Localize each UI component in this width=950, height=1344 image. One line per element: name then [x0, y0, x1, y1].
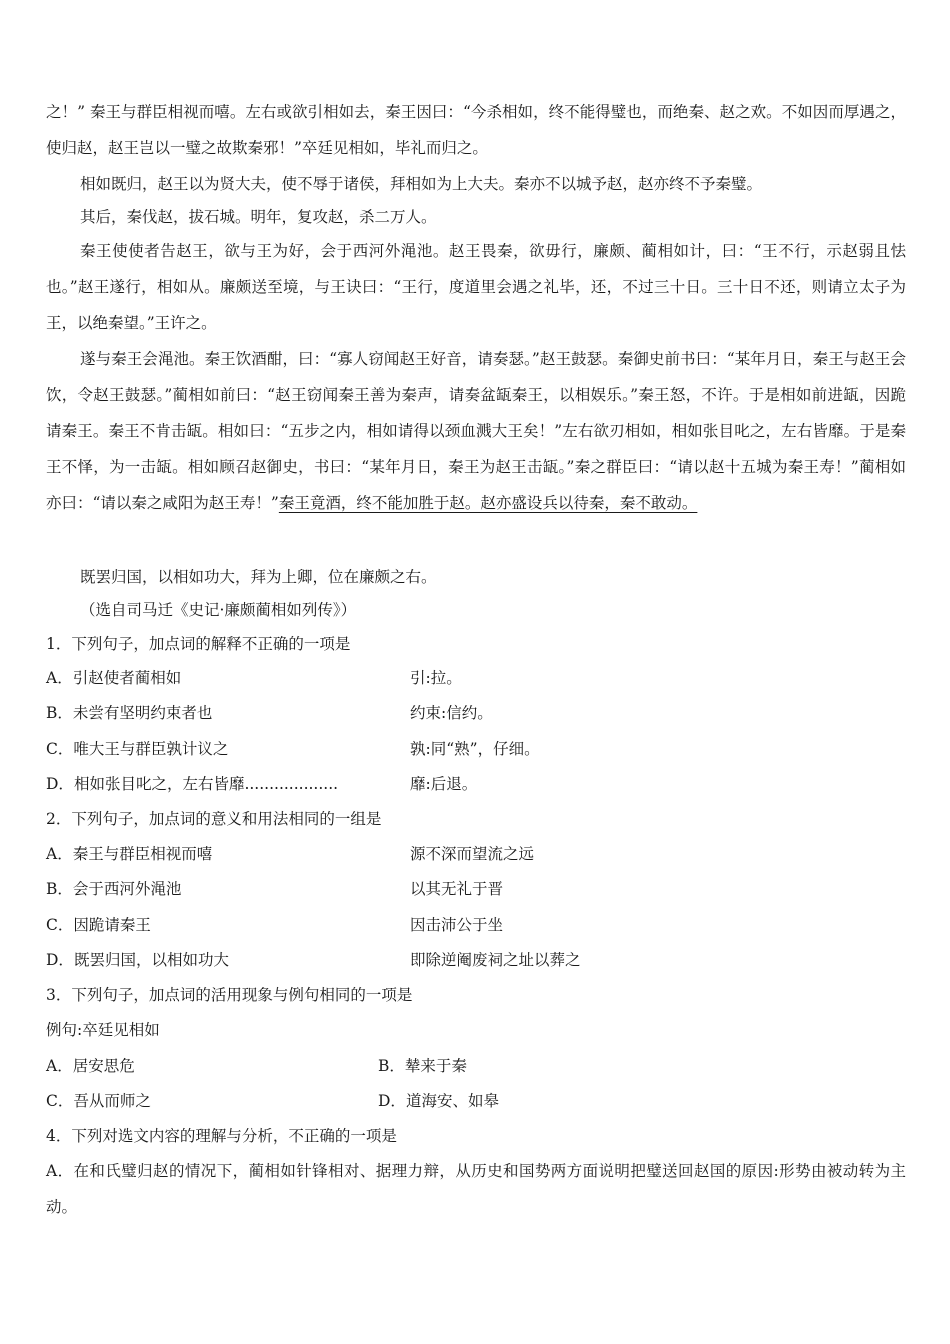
q1-option-c — [46, 737, 228, 761]
q3-option-c-label: C． — [46, 1092, 74, 1110]
q1-option-d-dots: ................... — [244, 775, 339, 793]
passage-paragraph-6: 既罢归国，以相如功大，拜为上卿，位在廉颇之右。 — [80, 568, 437, 586]
q2-option-b-label: B． — [46, 880, 73, 898]
q3-option-a — [46, 1054, 135, 1078]
q2-option-d-label: D． — [46, 951, 74, 969]
q1-option-c-gloss: 孰:同“熟”，仔细。 — [410, 740, 540, 758]
q1-option-a-label: A． — [46, 669, 73, 687]
passage-source: （选自司马迁《史记·廉颇蔺相如列传》） — [80, 601, 357, 619]
passage-paragraph-4: 秦王使使者告赵王，欲与王为好，会于西河外渑池。赵王畏秦，欲毋行，廉颇、蔺相如计，曰：“王不行，示赵弱且怯也。”赵王遂行，相如从。廉颇送至境，与王诀曰：“王行，度道里会遇之礼毕，还，不过三十日。三十日不还，则请立太子为王，以绝秦望。”王许之。 — [46, 242, 906, 332]
q1-option-b-label: B． — [46, 704, 73, 722]
passage-paragraph-1: 之！” 秦王与群臣相视而嘻。左右或欲引相如去，秦王因曰：“今杀相如，终不能得璧也，而绝秦、赵之欢。不如因而厚遇之，使归赵，赵王岂以一璧之故欺秦邪！”卒廷见相如，毕礼而归之。 — [46, 103, 906, 157]
q3-option-b-text: 辇来于秦 — [404, 1057, 467, 1075]
q2-option-a-text: 秦王与群臣相视而嘻 — [72, 845, 213, 863]
q2-option-d-pair: 即除逆阉废祠之址以葬之 — [410, 951, 581, 969]
passage-paragraph-3: 其后，秦伐赵，拔石城。明年，复攻赵，杀二万人。 — [80, 208, 437, 226]
q2-option-c-label: C． — [46, 916, 74, 934]
q1-option-d-text: 相如张目叱之，左右皆靡 — [73, 775, 245, 793]
q3-option-d-text: 道海安、如皋 — [405, 1092, 499, 1110]
q1-option-c-text: 唯大王与群臣孰计议之 — [73, 740, 229, 758]
q3-option-c-text: 吾从而师之 — [73, 1092, 151, 1110]
q1-option-d-label: D． — [46, 775, 74, 793]
q2-option-d — [46, 948, 229, 972]
q3-option-a-label: A． — [46, 1057, 73, 1075]
q2-option-d-text: 既罢归国，以相如功大 — [73, 951, 229, 969]
q3-option-c — [46, 1089, 151, 1113]
q1-option-a-text: 引赵使者蔺相如 — [72, 669, 182, 687]
q2-option-a-pair: 源不深而望流之远 — [410, 845, 535, 863]
q1-option-d — [46, 772, 338, 796]
passage-paragraph-5 — [46, 341, 906, 521]
q2-option-c-pair: 因击沛公于坐 — [410, 916, 504, 934]
q2-stem: 2．下列句子，加点词的意义和用法相同的一组是 — [46, 810, 382, 828]
q4-option-a: A．在和氏璧归赵的情况下，蔺相如针锋相对、据理力辩，从历史和国势两方面说明把璧送回赵国的原因:形势由被动转为主动。 — [46, 1162, 906, 1216]
q2-option-c-text: 因跪请秦王 — [73, 916, 151, 934]
q2-option-b-text: 会于西河外渑池 — [72, 880, 182, 898]
q3-example: 例句:卒廷见相如 — [46, 1021, 160, 1039]
q1-option-b — [46, 701, 212, 725]
q3-stem: 3．下列句子，加点词的活用现象与例句相同的一项是 — [46, 986, 413, 1004]
q2-option-b — [46, 877, 181, 901]
passage-paragraph-5-main: 遂与秦王会渑池。秦王饮酒酣，曰：“寡人窃闻赵王好音，请奏瑟。”赵王鼓瑟。秦御史前书曰：“某年月日，秦王与赵王会饮，令赵王鼓瑟。”蔺相如前曰：“赵王窃闻秦王善为秦声，请奏盆缻秦王，以相娱乐。”秦王怒，不许。于是相如前进缻，因跪请秦王。秦王不肯击缻。相如曰：“五步之内，相如请得以颈血溅大王矣！”左右欲刃相如，相如张目叱之，左右皆靡。于是秦王不怿，为一击缻。相如顾召赵御史，书曰：“某年月日，秦王为赵王击缻。”秦之群臣曰：“请以赵十五城为秦王寿！”蔺相如亦曰：“请以秦之咸阳为赵王寿！” — [46, 350, 906, 512]
q4-stem: 4．下列对选文内容的理解与分析，不正确的一项是 — [46, 1127, 397, 1145]
passage-paragraph-2: 相如既归，赵王以为贤大夫，使不辱于诸侯，拜相如为上大夫。秦亦不以城予赵，赵亦终不予秦璧。 — [80, 175, 763, 193]
q3-option-a-text: 居安思危 — [72, 1057, 135, 1075]
q3-option-b-label: B． — [378, 1057, 405, 1075]
q1-option-a-gloss: 引:拉。 — [410, 669, 462, 687]
q1-option-a — [46, 666, 181, 690]
q1-stem: 1．下列句子，加点词的解释不正确的一项是 — [46, 635, 351, 653]
q1-option-d-gloss: 靡:后退。 — [410, 775, 478, 793]
underlined-sentence: 秦王竟酒，终不能加胜于赵。赵亦盛设兵以待秦，秦不敢动。 — [278, 494, 698, 512]
q2-option-c — [46, 913, 151, 937]
q3-option-d-label: D． — [378, 1092, 406, 1110]
q2-option-b-pair: 以其无礼于晋 — [410, 880, 504, 898]
q3-option-b — [378, 1054, 467, 1078]
q2-option-a — [46, 842, 212, 866]
q1-option-b-text: 未尝有坚明约束者也 — [72, 704, 213, 722]
q1-option-c-label: C． — [46, 740, 74, 758]
q3-option-d — [378, 1089, 499, 1113]
q1-option-b-gloss: 约束:信约。 — [410, 704, 493, 722]
q2-option-a-label: A． — [46, 845, 73, 863]
